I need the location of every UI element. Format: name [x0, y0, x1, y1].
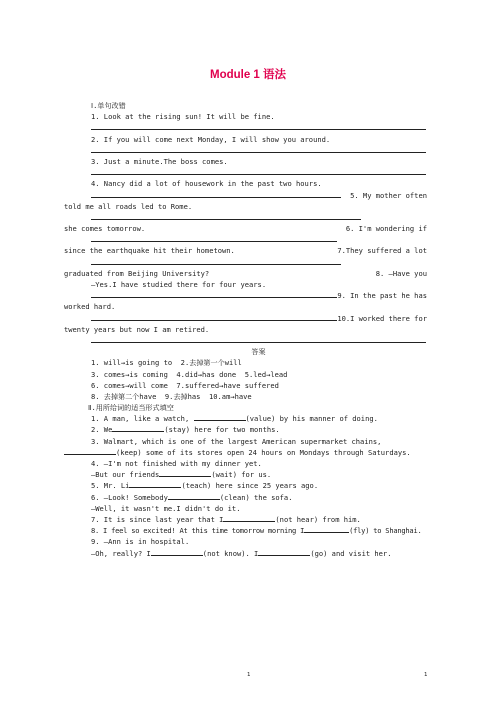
item-10b: twenty years but now I am retired. — [64, 324, 210, 334]
content — [64, 100, 427, 559]
blank — [258, 549, 310, 556]
page-title: Module 1 语法 — [209, 69, 287, 81]
fill-item-1: 1. A man, like a watch, (value) by his manner of doing. — [91, 414, 378, 424]
answer-line — [91, 235, 337, 242]
page-number-right: 1 — [424, 672, 428, 678]
blank — [168, 493, 220, 500]
answer-line — [91, 258, 341, 265]
fill-item-7: 7. It is since last year that I (not hear) from him. — [91, 514, 361, 524]
item-1: 1. Look at the rising sun! It will be fine. — [91, 112, 275, 122]
item-3: 3. Just a minute.The boss comes. — [91, 156, 228, 166]
answer-line — [91, 314, 337, 321]
answer-line-1: 1. will→is going to 2.去掉第一个will — [91, 358, 242, 368]
answer-line — [91, 145, 426, 153]
section1-heading: Ⅰ.单句改错 — [91, 101, 126, 110]
answer-line — [91, 213, 361, 220]
fill-item-2: 2. We (stay) here for two months. — [91, 425, 280, 435]
blank — [151, 549, 203, 556]
page-number: 1 — [247, 672, 251, 678]
item-8c: —Yes.I have studied there for four years. — [91, 280, 267, 289]
fill-item-3a: 3. Walmart, which is one of the largest American supermarket chains, — [91, 436, 382, 446]
answers-heading: 答案 — [251, 347, 266, 357]
fill-item-6a: 6. —Look! Somebody (clean) the sofa. — [91, 492, 293, 502]
answer-line-3: 6. comes→will come 7.suffered→have suffered — [91, 380, 279, 390]
fill-item-9a: 9. —Ann is in hospital. — [91, 537, 190, 547]
blank — [194, 414, 246, 421]
blank — [64, 448, 116, 455]
section2-heading: Ⅱ.用所给词的适当形式填空 — [88, 403, 174, 413]
answer-line-2: 3. comes→is coming 4.did→has done 5.led→lead — [91, 369, 288, 379]
item-8b: graduated from Beijing University? — [64, 268, 210, 278]
item-4: 4. Nancy did a lot of housework in the past two hours. — [91, 179, 322, 189]
item-7b: since the earthquake hit their hometown. — [64, 246, 235, 256]
item-6b: she comes tomorrow. — [64, 224, 146, 234]
answer-line — [91, 191, 341, 198]
item-5b: told me all roads led to Rome. — [64, 201, 193, 211]
answer-line — [91, 167, 426, 175]
item-10a: 10.I worked there for — [337, 313, 427, 323]
answer-line-4: 8. 去掉第二个have 9.去掉has 10.am→have — [91, 391, 252, 401]
fill-item-9b: —Oh, really? I (not know). I (go) and visit her. — [91, 548, 392, 558]
item-5a: 5. My mother often — [350, 190, 427, 200]
answer-line — [91, 291, 337, 298]
blank — [223, 515, 275, 522]
fill-item-4b: —But our friends (wait) for us. — [91, 470, 272, 480]
blank — [112, 425, 164, 432]
item-9b: worked hard. — [64, 302, 116, 312]
blank — [159, 470, 211, 477]
item-9a: 9. In the past he has — [337, 291, 427, 301]
blank — [129, 481, 181, 488]
answer-line — [91, 122, 426, 130]
item-8a: 8. —Have you — [375, 268, 427, 278]
item-7a: 7.They suffered a lot — [337, 246, 427, 256]
fill-item-3b: (keep) some of its stores open 24 hours on Mondays through Saturdays. — [64, 447, 427, 458]
item-6a: 6. I'm wondering if — [345, 224, 427, 234]
fill-item-6b: —Well, it wasn't me.I didn't do it. — [91, 503, 241, 513]
fill-item-5: 5. Mr. Li (teach) here since 25 years ago. — [91, 481, 319, 491]
answer-line — [91, 335, 426, 343]
fill-item-8: 8. I feel so excited! At this time tomorrow morning I (fly) to Shanghai. — [91, 526, 422, 536]
item-2: 2. If you will come next Monday, I will show you around. — [91, 134, 331, 144]
blank — [304, 526, 349, 533]
fill-item-4a: 4. —I'm not finished with my dinner yet. — [91, 459, 262, 468]
